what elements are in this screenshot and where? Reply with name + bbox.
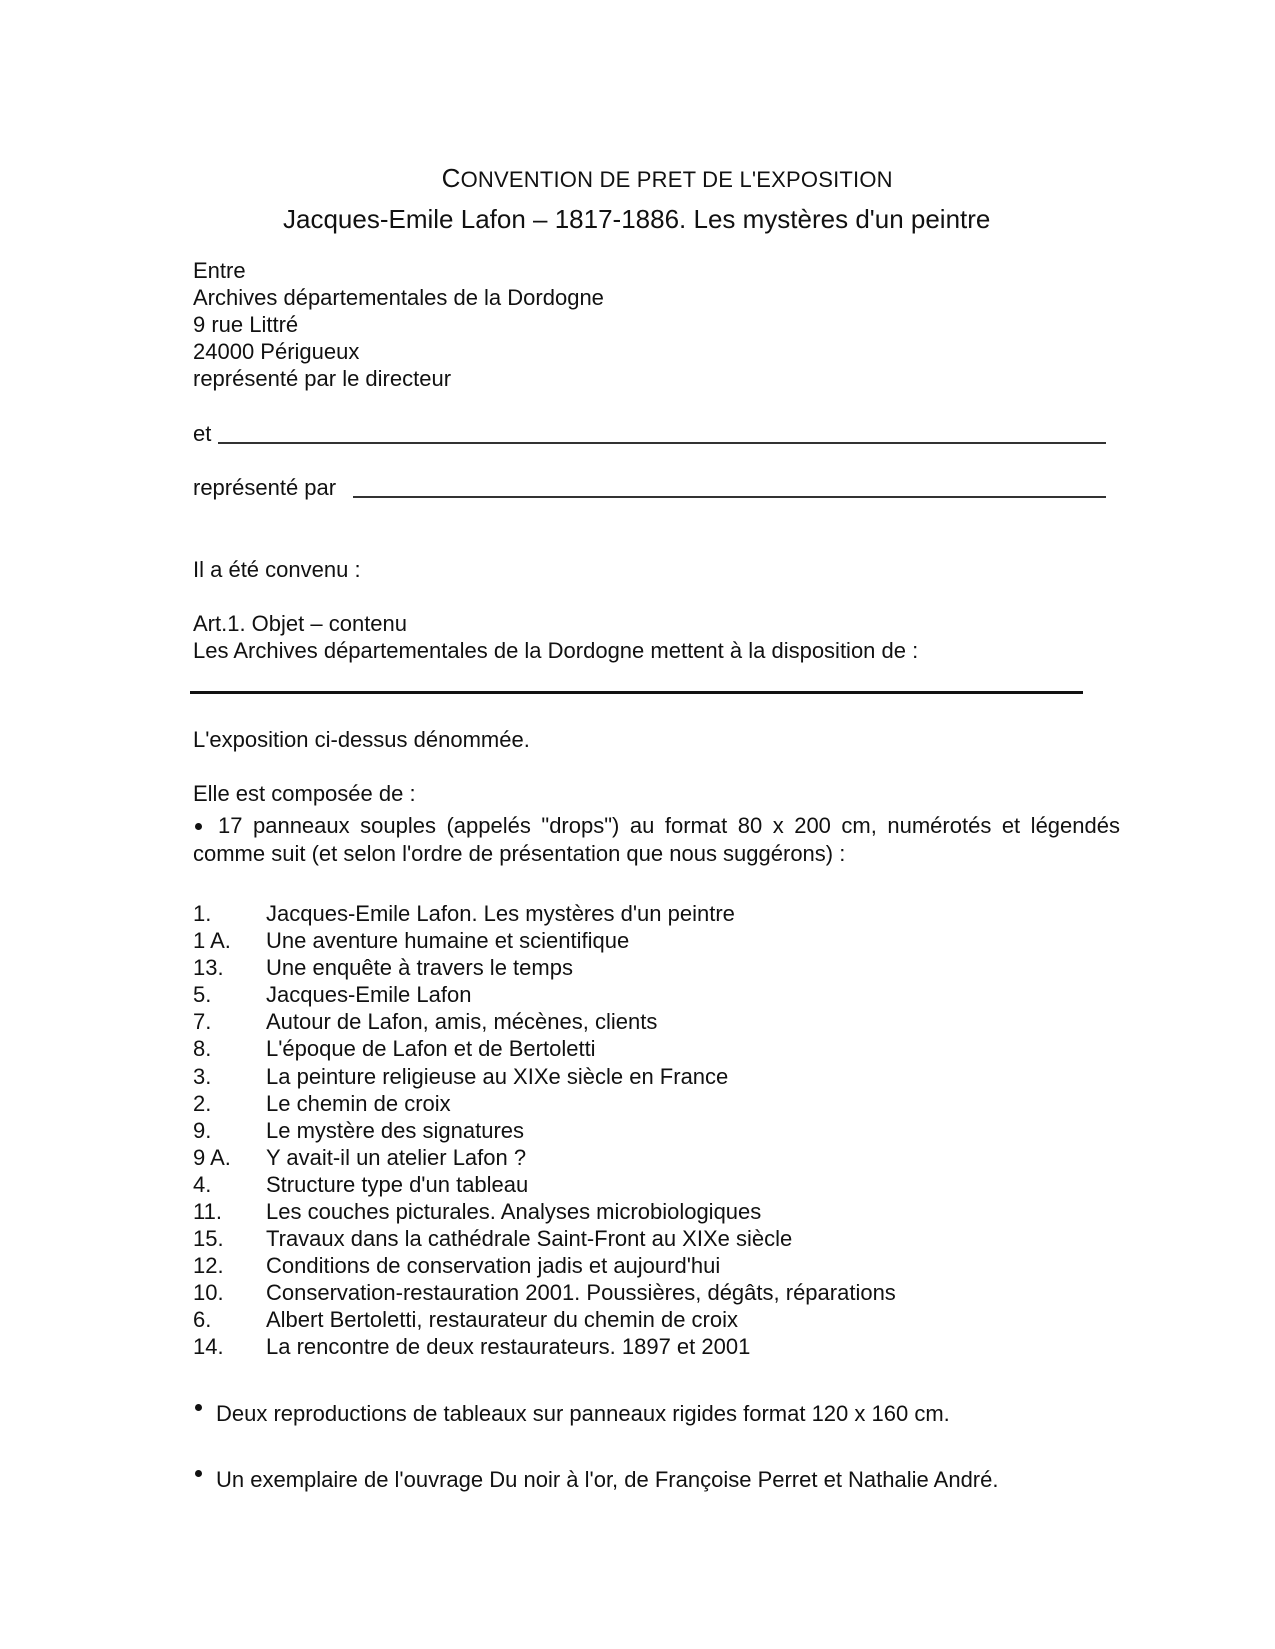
article1-text: Les Archives départementales de la Dordogne mettent à la disposition de : [193,638,919,663]
panel-number: 8. [193,1036,212,1061]
party2-representative-field[interactable] [353,496,1106,498]
panel-label: Autour de Lafon, amis, mécènes, clients [266,1009,658,1034]
bullet-icon [195,1470,202,1477]
panel-number: 11. [193,1199,222,1224]
bullet-icon [195,1404,202,1411]
panels-paragraph [193,812,1120,868]
panel-label: Le chemin de croix [266,1091,451,1116]
panel-number: 5. [193,982,212,1007]
recipient-field-rule[interactable] [190,691,1083,694]
panel-label: Une aventure humaine et scientifique [266,928,630,953]
article1-title: Art.1. Objet – contenu [193,611,408,636]
title-initial: C [441,163,461,193]
panel-label: Structure type d'un tableau [266,1172,529,1197]
panel-label: Y avait-il un atelier Lafon ? [266,1145,527,1170]
panel-number: 2. [193,1091,212,1116]
panel-number: 15. [193,1226,224,1251]
book-item: Un exemplaire de l'ouvrage Du noir à l'or, de Françoise Perret et Nathalie André. [216,1467,999,1492]
party1-represented: représenté par le directeur [193,366,452,391]
party1-city: 24000 Périgueux [193,339,360,364]
between-label: Entre [193,258,246,283]
party2-label: et [193,421,212,446]
panel-label: Une enquête à travers le temps [266,955,573,980]
party1-street: 9 rue Littré [193,312,299,337]
document-title [429,143,893,191]
panel-label: Les couches picturales. Analyses microbiologiques [266,1199,762,1224]
panel-number: 3. [193,1064,212,1089]
panel-label: Travaux dans la cathédrale Saint-Front au XIXe siècle [266,1226,793,1251]
panel-number: 7. [193,1009,212,1034]
exhibition-subtitle: Jacques-Emile Lafon – 1817-1886. Les mystères d'un peintre [283,204,991,234]
composition-intro: Elle est composée de : [193,781,416,806]
panel-label: Conservation-restauration 2001. Poussières, dégâts, réparations [266,1280,896,1305]
party1-name: Archives départementales de la Dordogne [193,285,604,310]
panel-number: 4. [193,1172,212,1197]
party2-name-field[interactable] [218,442,1106,444]
panel-label: Jacques-Emile Lafon [266,982,472,1007]
party2-represented-label: représenté par [193,475,337,500]
panel-label: Jacques-Emile Lafon. Les mystères d'un peintre [266,901,735,926]
panel-number: 1. [193,901,212,926]
panel-number: 9 A. [193,1145,231,1170]
panel-label: Le mystère des signatures [266,1118,525,1143]
title-rest: ONVENTION DE PRET DE L'EXPOSITION [460,167,893,192]
panel-number: 13. [193,955,224,980]
panel-label: L'époque de Lafon et de Bertoletti [266,1036,596,1061]
panel-number: 14. [193,1334,224,1359]
panel-label: Albert Bertoletti, restaurateur du chemin de croix [266,1307,739,1332]
panel-label: La peinture religieuse au XIXe siècle en France [266,1064,729,1089]
agreement-intro: Il a été convenu : [193,557,361,582]
reproductions-item: Deux reproductions de tableaux sur panneaux rigides format 120 x 160 cm. [216,1401,950,1426]
panel-label: Conditions de conservation jadis et aujourd'hui [266,1253,721,1278]
exhibition-reference: L'exposition ci-dessus dénommée. [193,727,530,752]
panel-number: 1 A. [193,928,231,953]
panel-number: 12. [193,1253,224,1278]
panel-number: 6. [193,1307,212,1332]
panel-number: 10. [193,1280,224,1305]
panel-label: La rencontre de deux restaurateurs. 1897 et 2001 [266,1334,751,1359]
panels-paragraph-text: 17 panneaux souples (appelés "drops") au format 80 x 200 cm, numérotés et légendés comme suit (et selon l'ordre de présentation que nous suggérons) : [193,813,1120,866]
panel-number: 9. [193,1118,212,1143]
